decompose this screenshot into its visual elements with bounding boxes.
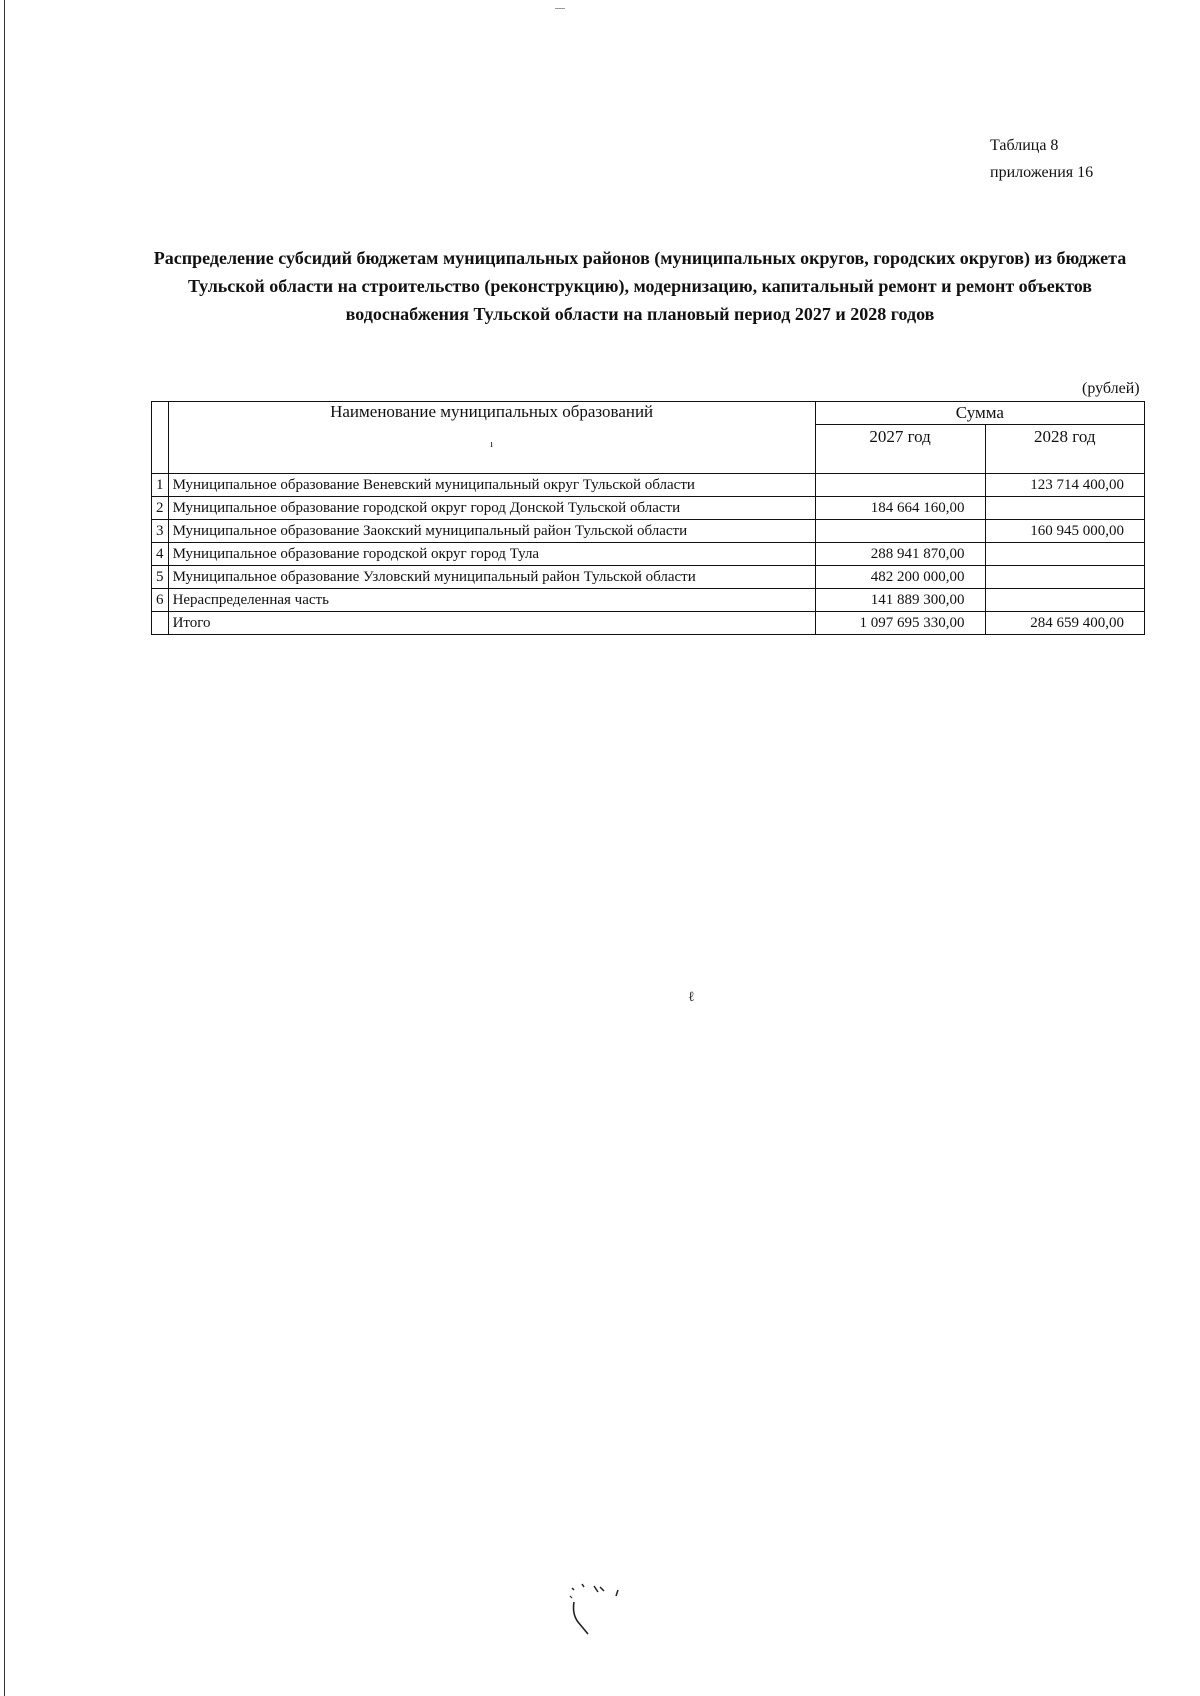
appendix-number: приложения 16 [990, 164, 1094, 181]
scan-mark [555, 8, 565, 9]
table-header-row [152, 402, 1145, 425]
total-2028: 284 659 400,00 [985, 612, 1145, 635]
header-number-cell [152, 402, 169, 474]
row-amount-2028 [985, 497, 1145, 520]
table-row [152, 589, 1145, 612]
row-amount-2027 [815, 474, 985, 497]
header-year-2027: 2027 год [815, 425, 985, 474]
row-amount-2027: 482 200 000,00 [815, 566, 985, 589]
header-name: Наименование муниципальных образований [330, 402, 654, 421]
table-row [152, 543, 1145, 566]
row-amount-2027: 288 941 870,00 [815, 543, 985, 566]
unit-label: (рублей) [1082, 380, 1140, 397]
row-number: 1 [152, 474, 169, 497]
row-municipality: Муниципальное образование городской округ город Тула [168, 543, 815, 566]
table-row [152, 474, 1145, 497]
distribution-table [151, 401, 1145, 635]
header-mark: ı [490, 439, 494, 450]
row-municipality: Муниципальное образование городской округ город Донской Тульской области [168, 497, 815, 520]
row-amount-2027: 184 664 160,00 [815, 497, 985, 520]
row-municipality: Муниципальное образование Заокский муниципальный район Тульской области [168, 520, 815, 543]
header-name-cell [168, 402, 815, 474]
row-number: 6 [152, 589, 169, 612]
table-row [152, 497, 1145, 520]
table-reference [990, 132, 1093, 186]
row-amount-2028 [985, 543, 1145, 566]
table-row [152, 566, 1145, 589]
row-amount-2028: 160 945 000,00 [985, 520, 1145, 543]
row-number: 5 [152, 566, 169, 589]
row-number: 3 [152, 520, 169, 543]
row-number: 4 [152, 543, 169, 566]
table-row [152, 520, 1145, 543]
total-label: Итого [168, 612, 815, 635]
page-left-edge [4, 0, 5, 1696]
header-year-2028: 2028 год [985, 425, 1145, 474]
stray-mark: ℓ [688, 990, 695, 1005]
row-amount-2027: 141 889 300,00 [815, 589, 985, 612]
total-2027: 1 097 695 330,00 [815, 612, 985, 635]
total-row [152, 612, 1145, 635]
document-title: Распределение субсидий бюджетам муниципальных районов (муниципальных округов, городских округов) из бюджета Тульской области на строительство (реконструкцию), модернизацию, капитальный ремонт и ремонт объектов водоснабжения Тульской области на плановый период 2027 и 2028 годов [153, 248, 1127, 324]
row-municipality: Муниципальное образование Узловский муниципальный район Тульской области [168, 566, 815, 589]
row-amount-2027 [815, 520, 985, 543]
row-number: 2 [152, 497, 169, 520]
row-municipality: Нераспределенная часть [168, 589, 815, 612]
row-amount-2028: 123 714 400,00 [985, 474, 1145, 497]
handwritten-signature [560, 1578, 670, 1648]
table-number: Таблица 8 [990, 137, 1059, 154]
row-municipality: Муниципальное образование Веневский муниципальный округ Тульской области [168, 474, 815, 497]
total-number [152, 612, 169, 635]
row-amount-2028 [985, 566, 1145, 589]
row-amount-2028 [985, 589, 1145, 612]
header-sum: Сумма [815, 402, 1144, 425]
